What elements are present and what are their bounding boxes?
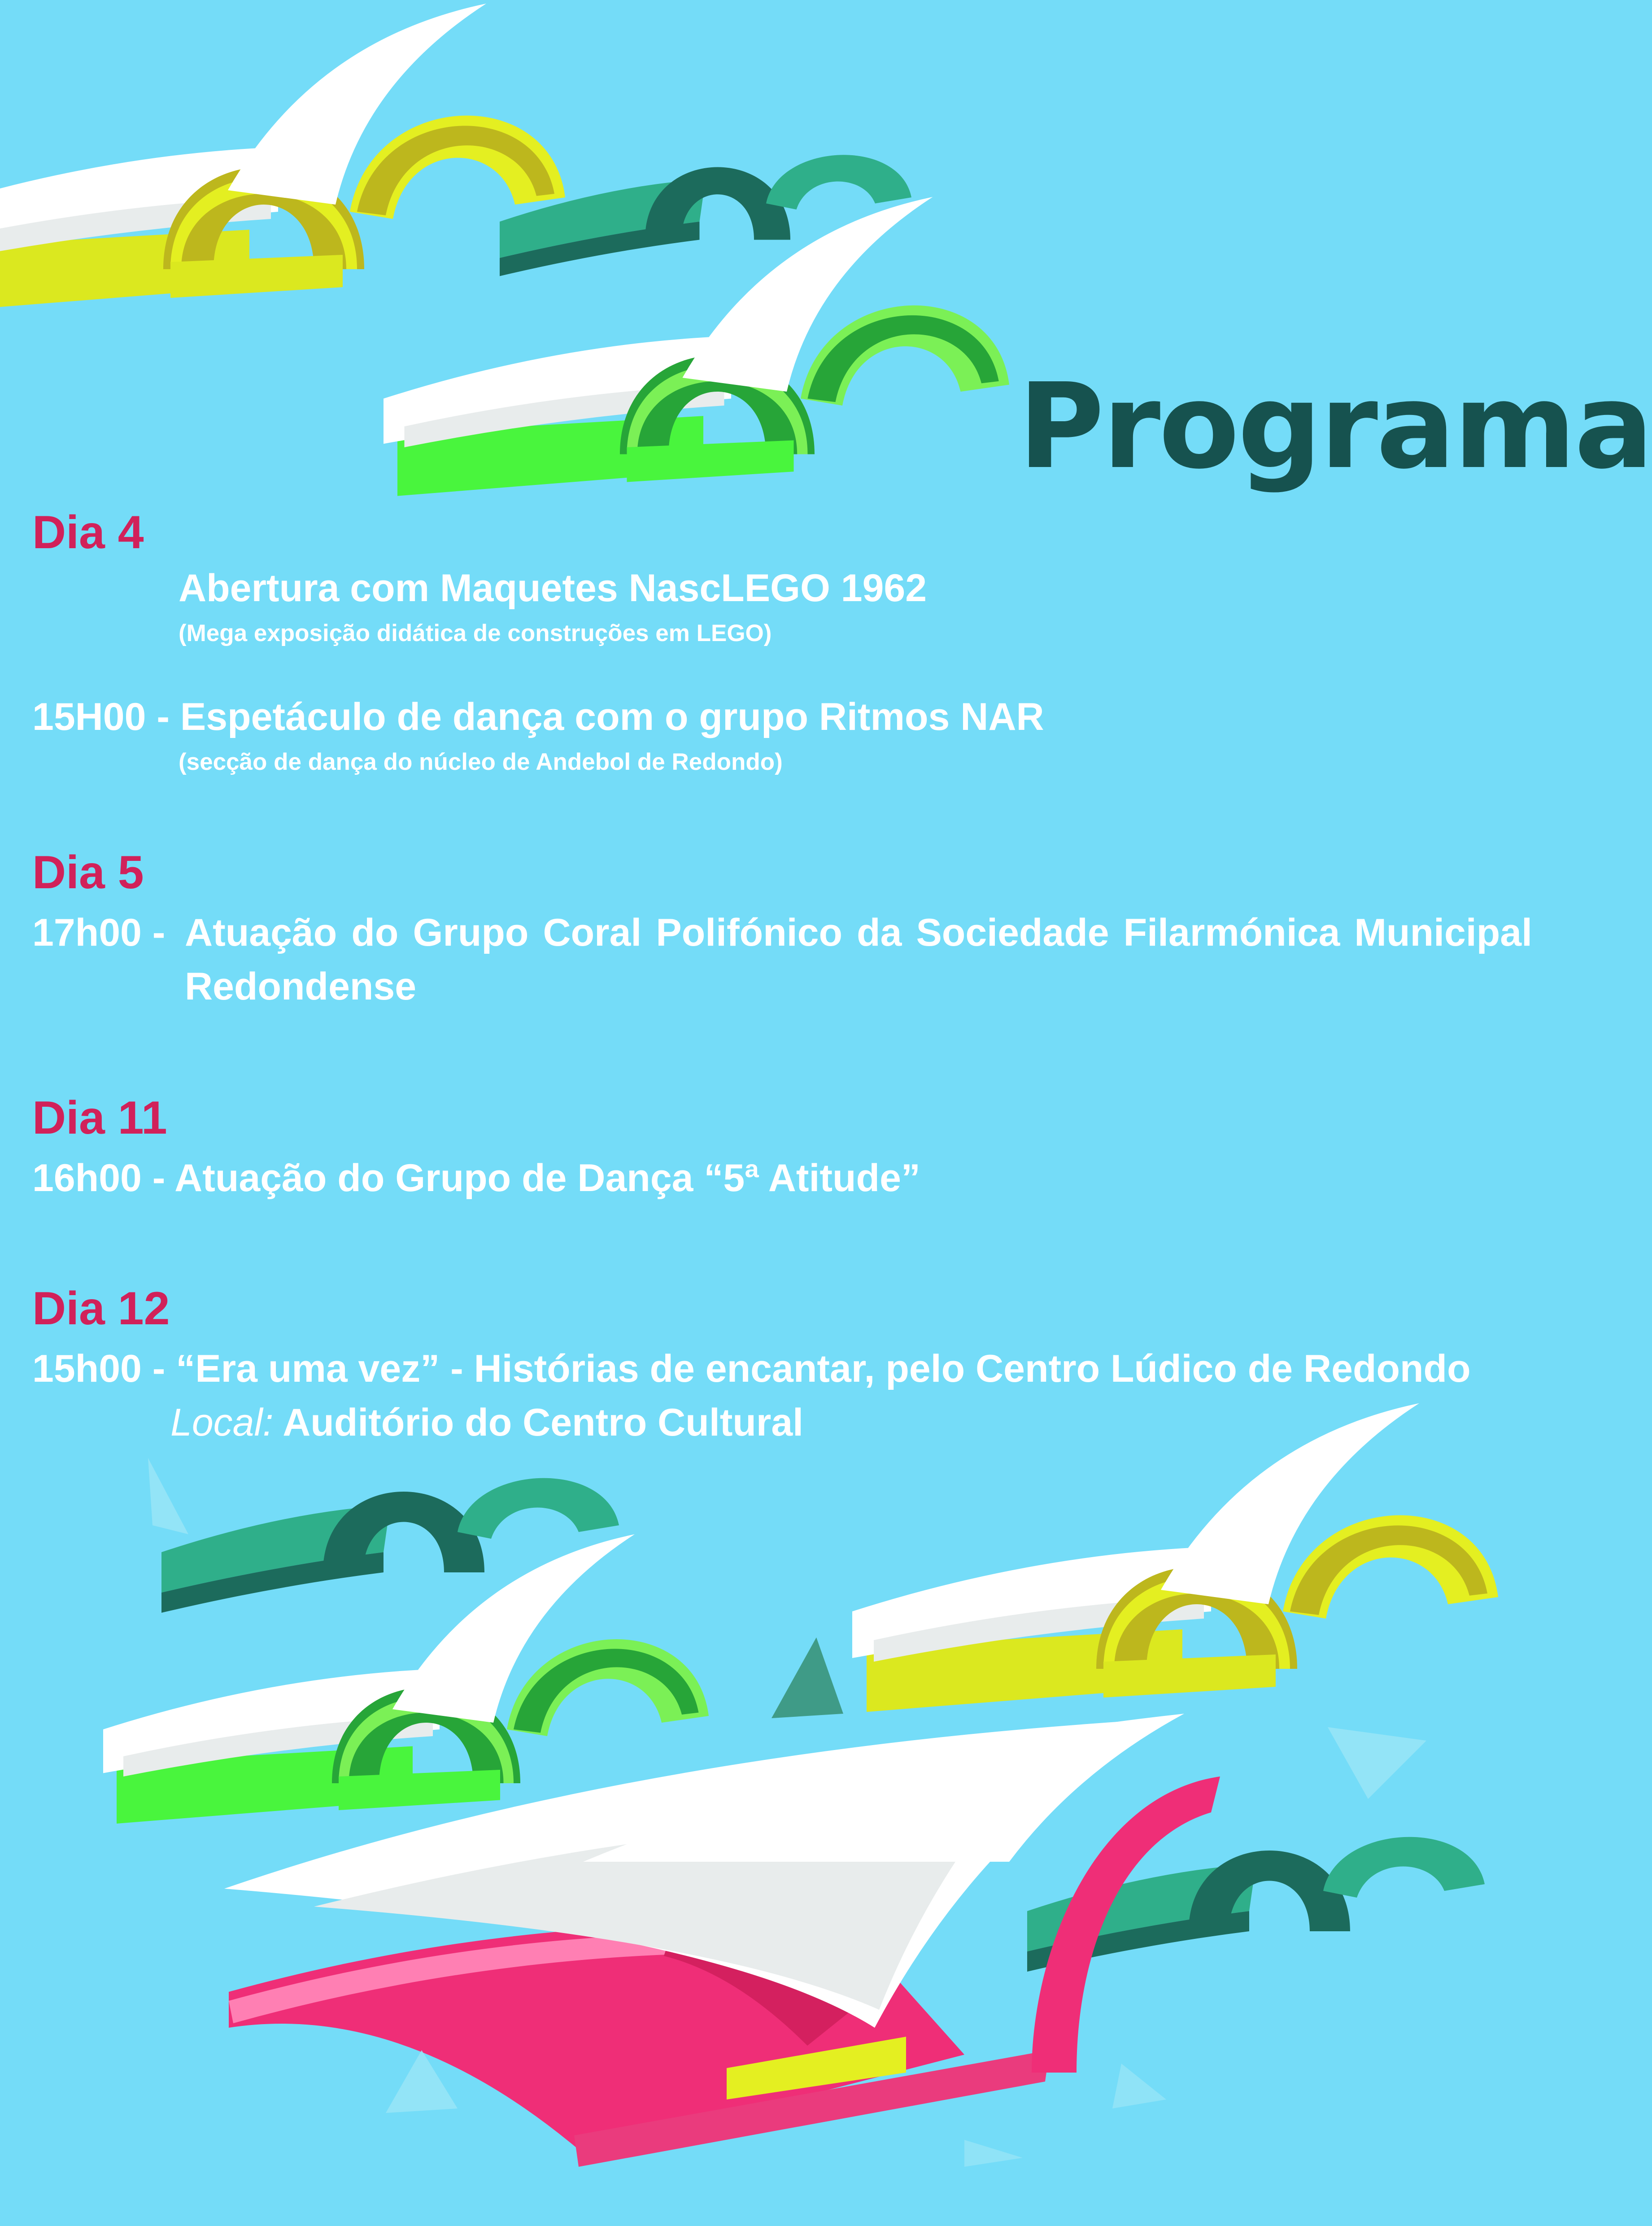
day-heading: Dia 5	[32, 847, 144, 899]
event-title: “Era uma vez” - Histórias de encantar, pelo Centro Lúdico de Redondo	[176, 1347, 1471, 1390]
day-heading: Dia 12	[32, 1283, 170, 1335]
event-time: 15H00 -	[32, 695, 180, 738]
event-time: 17h00 -	[32, 911, 166, 954]
location-value: Auditório do Centro Cultural	[283, 1401, 804, 1444]
event-location	[170, 1403, 803, 1442]
page-title: Programa	[1018, 358, 1652, 495]
event-line	[32, 1349, 1471, 1388]
event-note: (secção de dança do núcleo de Andebol de Redondo)	[179, 749, 783, 775]
event-time: 15h00 -	[32, 1347, 176, 1390]
event-line	[32, 695, 1044, 738]
location-label: Local:	[170, 1401, 274, 1444]
event-title: Abertura com Maquetes NascLEGO 1962	[179, 567, 927, 610]
event-title: Atuação do Grupo de Dança “5ª Atitude”	[174, 1157, 920, 1200]
event-title: Atuação do Grupo Coral Polifónico da Sociedade Filarmónica Municipal	[185, 911, 1532, 954]
event-time: 16h00 -	[32, 1157, 175, 1200]
day-heading: Dia 11	[32, 1092, 167, 1144]
event-title: Espetáculo de dança com o grupo Ritmos NAR	[180, 695, 1044, 738]
day-heading: Dia 4	[32, 506, 144, 559]
event-title-continued: Redondense	[185, 965, 417, 1008]
event-note: (Mega exposição didática de construções em LEGO)	[179, 620, 772, 646]
event-line	[32, 1157, 920, 1200]
